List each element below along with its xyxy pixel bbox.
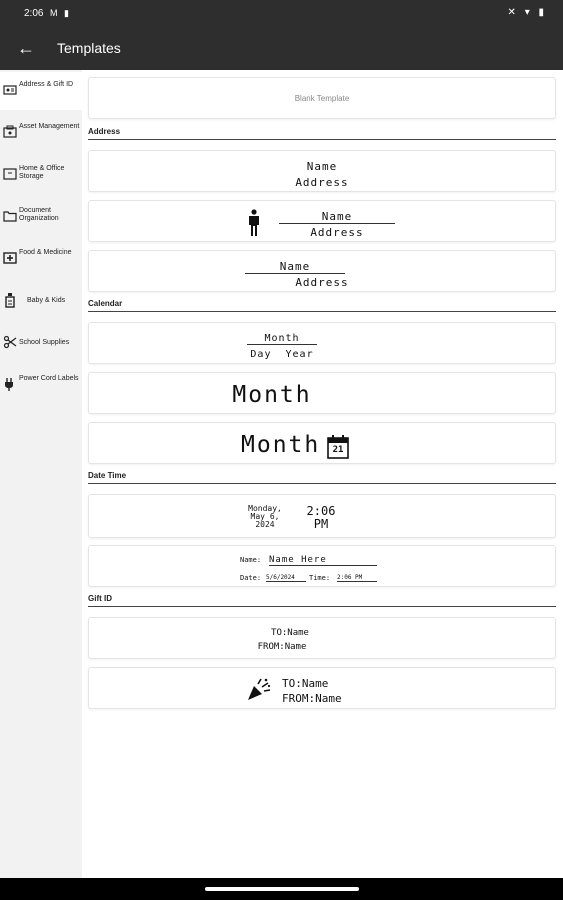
sidebar-item-school-supplies[interactable] bbox=[0, 324, 82, 362]
calendar-day-year-text: Day Year bbox=[250, 349, 314, 360]
medicine-kit-icon bbox=[3, 251, 17, 265]
calendar-month-icon-template-card[interactable] bbox=[88, 422, 556, 464]
time-value: 2:06 PM bbox=[337, 574, 377, 582]
gift-from-text: FROM:Name bbox=[282, 692, 342, 705]
template-list bbox=[82, 70, 563, 878]
home-gesture-handle[interactable] bbox=[205, 887, 359, 891]
gift-id-party-template-card[interactable] bbox=[88, 667, 556, 709]
date-label: Date: bbox=[240, 574, 262, 582]
sidebar-item-home-office-storage[interactable] bbox=[0, 156, 82, 194]
gift-from-text: FROM:Name bbox=[257, 642, 307, 652]
time-value: 2:06 bbox=[306, 504, 336, 518]
notification-icons: M ▮ bbox=[50, 8, 71, 18]
baby-bottle-icon bbox=[3, 290, 17, 310]
section-header-address bbox=[88, 124, 556, 140]
time-text bbox=[301, 505, 341, 531]
address-name-text: Name bbox=[245, 260, 345, 274]
address-address-text: Address bbox=[295, 176, 349, 189]
sidebar-item-food-medicine[interactable] bbox=[0, 240, 82, 278]
sidebar-item-document-organization[interactable] bbox=[0, 198, 82, 236]
blank-template-card[interactable] bbox=[88, 77, 556, 119]
gift-id-template-card[interactable] bbox=[88, 617, 556, 659]
time-label: Time: bbox=[309, 574, 331, 582]
section-header-calendar bbox=[88, 296, 556, 312]
blank-template-label: Blank Template bbox=[294, 94, 350, 103]
address-address-text: Address bbox=[295, 276, 349, 289]
sidebar-item-label: Baby & Kids bbox=[27, 297, 66, 304]
time-ampm: PM bbox=[313, 517, 329, 531]
gift-to-text: TO:Name bbox=[282, 677, 329, 690]
section-divider bbox=[88, 606, 556, 607]
sidebar-item-label: School Supplies bbox=[19, 339, 70, 346]
date-time-template-card[interactable] bbox=[88, 494, 556, 538]
address-underline-template-card[interactable] bbox=[88, 250, 556, 292]
storage-box-icon bbox=[3, 167, 17, 181]
section-divider bbox=[88, 483, 556, 484]
date-line: Monday, bbox=[248, 504, 282, 513]
sidebar-item-label: Home & Office Storage bbox=[19, 165, 65, 180]
status-bar bbox=[0, 0, 563, 28]
system-nav-bar bbox=[0, 878, 563, 900]
section-title: Address bbox=[88, 127, 121, 136]
name-label: Name: bbox=[240, 556, 262, 564]
calendar-month-text: Month bbox=[247, 333, 317, 345]
address-address-text: Address bbox=[310, 226, 364, 239]
person-icon bbox=[248, 209, 260, 237]
section-title: Date Time bbox=[88, 471, 127, 480]
folder-icon bbox=[3, 209, 17, 223]
sidebar-item-label: Asset Management bbox=[19, 123, 80, 130]
date-text bbox=[235, 505, 295, 529]
app-bar bbox=[0, 28, 563, 70]
name-value: Name Here bbox=[269, 555, 377, 566]
sidebar-item-address-gift-id[interactable] bbox=[0, 72, 82, 110]
sidebar-item-asset-management[interactable] bbox=[0, 114, 82, 152]
section-header-date-time bbox=[88, 468, 556, 484]
calendar-month-large-text: Month bbox=[232, 382, 312, 408]
scissors-icon bbox=[3, 335, 17, 349]
date-value: 5/6/2024 bbox=[266, 574, 306, 582]
section-title: Gift ID bbox=[88, 594, 112, 603]
sidebar-item-label: Address & Gift ID bbox=[19, 81, 74, 88]
name-date-time-template-card[interactable] bbox=[88, 545, 556, 587]
calendar-icon-day: 21 bbox=[332, 445, 344, 455]
address-template-card[interactable] bbox=[88, 150, 556, 192]
system-icons: ✕ ▾ ▮ bbox=[507, 7, 547, 18]
status-time: 2:06 bbox=[24, 8, 44, 19]
page-title: Templates bbox=[57, 40, 121, 56]
sidebar-item-label: Power Cord Labels bbox=[19, 375, 79, 382]
address-person-template-card[interactable] bbox=[88, 200, 556, 242]
section-header-gift-id bbox=[88, 591, 556, 607]
calendar-day-year-template-card[interactable] bbox=[88, 322, 556, 364]
calendar-month-large-text: Month bbox=[241, 432, 321, 458]
party-popper-icon bbox=[246, 678, 272, 702]
back-arrow-icon[interactable]: ← bbox=[17, 38, 35, 58]
section-divider bbox=[88, 139, 556, 140]
address-name-text: Name bbox=[306, 160, 338, 173]
address-name-text: Name bbox=[279, 210, 395, 224]
calendar-month-template-card[interactable] bbox=[88, 372, 556, 414]
date-line: 2024 bbox=[255, 520, 275, 529]
sidebar-item-label: Document Organization bbox=[19, 207, 59, 222]
address-card-icon bbox=[3, 83, 17, 97]
category-sidebar bbox=[0, 70, 82, 878]
date-line: May 6, bbox=[250, 512, 280, 521]
section-divider bbox=[88, 311, 556, 312]
section-title: Calendar bbox=[88, 299, 123, 308]
sidebar-item-baby-kids[interactable] bbox=[0, 282, 82, 320]
asset-tag-icon bbox=[3, 125, 17, 139]
gift-to-text: TO:Name bbox=[271, 628, 309, 638]
sidebar-item-label: Food & Medicine bbox=[19, 249, 72, 256]
